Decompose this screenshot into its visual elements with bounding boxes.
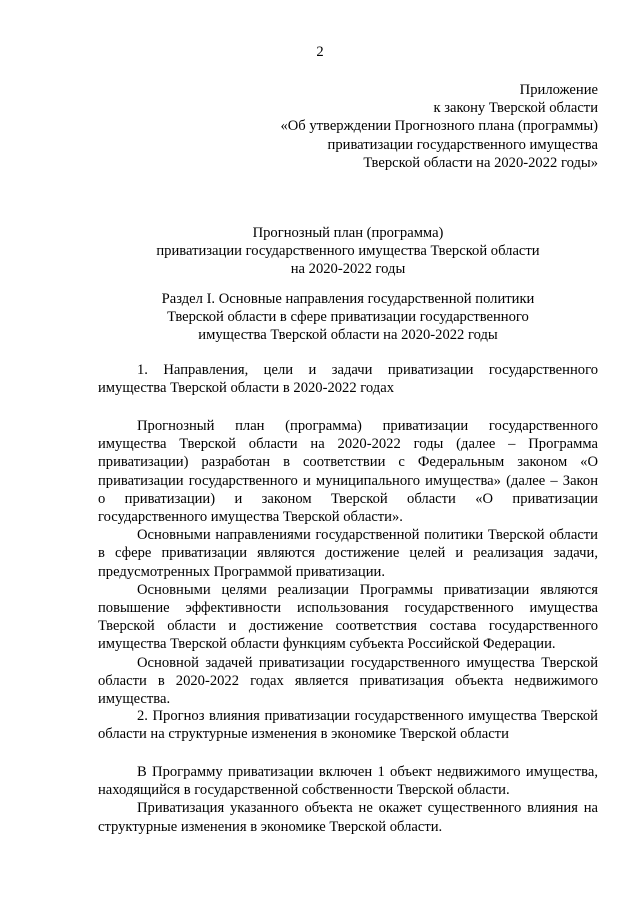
paragraph: Приватизация указанного объекта не окажет существенного влияния на структурные изменения в экономике Тверской области. xyxy=(98,800,598,835)
annex-line: «Об утверждении Прогнозного плана (программы) xyxy=(280,118,598,135)
section-line: имущества Тверской области на 2020-2022 годы xyxy=(198,327,498,344)
annex-line: приватизации государственного имущества xyxy=(327,136,598,153)
item-2-body xyxy=(98,763,598,836)
annex-line: к закону Тверской области xyxy=(433,100,598,117)
annex-line: Приложение xyxy=(519,82,598,98)
title-line: Прогнозный план (программа) xyxy=(252,225,444,241)
section-line: Раздел I. Основные направления государственной политики xyxy=(161,291,535,307)
document-title xyxy=(98,224,598,279)
section-line: Тверской области в сфере приватизации государственного xyxy=(167,309,529,326)
paragraph: Основными направлениями государственной политики Тверской области в сфере приватизации являются достижение целей и реализация задачи, предусмотренных Программой приватизации. xyxy=(98,527,598,580)
paragraph: Основной задачей приватизации государственного имущества Тверской области в 2020-2022 годах является приватизация объекта недвижимого имущества. xyxy=(98,654,598,708)
annex-block xyxy=(238,81,598,172)
item-1-body xyxy=(98,417,598,708)
item-2-heading: 2. Прогноз влияния приватизации государственного имущества Тверской области на структурные изменения в экономике Тверской области xyxy=(98,708,598,743)
paragraph: В Программу приватизации включен 1 объект недвижимого имущества, находящийся в государственной собственности Тверской области. xyxy=(98,764,598,799)
title-line: на 2020-2022 годы xyxy=(290,261,406,278)
title-line: приватизации государственного имущества Тверской области xyxy=(156,243,540,260)
paragraph: Прогнозный план (программа) приватизации государственного имущества Тверской области на 2020-2022 годы (далее – Программа приватизации) разработан в соответствии с Федеральным законом «О приватизации государственного и муниципального имущества» (далее – Закон о приватизации) и законом Тверской области «О приватизации государственного имущества Тверской области». xyxy=(98,418,598,526)
annex-line: Тверской области на 2020-2022 годы» xyxy=(363,154,598,171)
page-number: 2 xyxy=(316,44,324,60)
section-heading xyxy=(98,290,598,345)
paragraph: Основными целями реализации Программы приватизации являются повышение эффективности использования государственного имущества Тверской области и достижение соответствия состава государственного имущества Тверской области функциям субъекта Российской Федерации. xyxy=(98,581,598,653)
item-1-heading: 1. Направления, цели и задачи приватизации государственного имущества Тверской области в 2020-2022 годах xyxy=(98,362,598,397)
